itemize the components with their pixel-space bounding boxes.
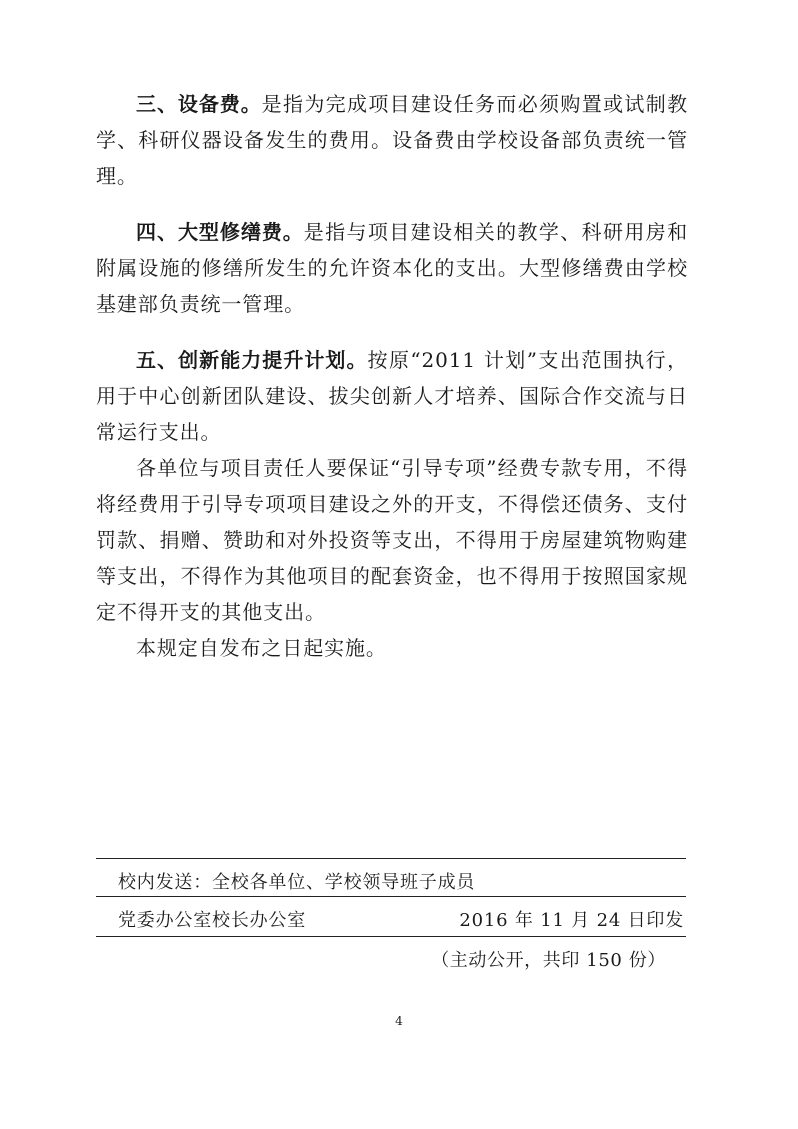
section-innovation-plan xyxy=(96,342,688,450)
paragraph-fund-usage-rules: 各单位与项目责任人要保证“引导专项”经费专款专用，不得将经费用于引导专项项目建设之外的开支，不得偿还债务、支付罚款、捐赠、赞助和对外投资等支出，不得用于房屋建筑物购建等支出，不得作为其他项目的配套资金，也不得用于按照国家规定不得开支的其他支出。 xyxy=(96,456,688,624)
distribution-list: 校内发送：全校各单位、学校领导班子成员 xyxy=(118,872,476,893)
print-note: （主动公开，共印 150 份） xyxy=(431,950,666,971)
footer-bottom-rule xyxy=(96,936,686,937)
section-heading: 五、创新能力提升计划。 xyxy=(136,348,368,372)
section-equipment-fee xyxy=(96,86,688,194)
issue-date: 2016 年 11 月 24 日印发 xyxy=(459,910,684,931)
footer-top-rule xyxy=(96,858,686,859)
document-body xyxy=(96,86,688,666)
section-text: 是指为完成项目建设任务而必须购置或试制教学、科研仪器设备发生的费用。设备费由学校设备部负责统一管理。 xyxy=(96,92,689,188)
issuing-office: 党委办公室校长办公室 xyxy=(118,910,306,931)
paragraph-effective-date: 本规定自发布之日起实施。 xyxy=(136,636,387,660)
section-heading: 四、大型修缮费。 xyxy=(136,220,304,244)
page-number: 4 xyxy=(395,1014,403,1028)
footer-middle-rule xyxy=(96,896,686,897)
section-text: 按原“2011 计划”支出范围执行，用于中心创新团队建设、拔尖创新人才培养、国际合作交流与日常运行支出。 xyxy=(96,348,689,444)
section-text: 是指与项目建设相关的教学、科研用房和附属设施的修缮所发生的允许资本化的支出。大型修缮费由学校基建部负责统一管理。 xyxy=(96,220,689,316)
section-major-repair-fee xyxy=(96,214,688,322)
section-heading: 三、设备费。 xyxy=(136,92,262,116)
